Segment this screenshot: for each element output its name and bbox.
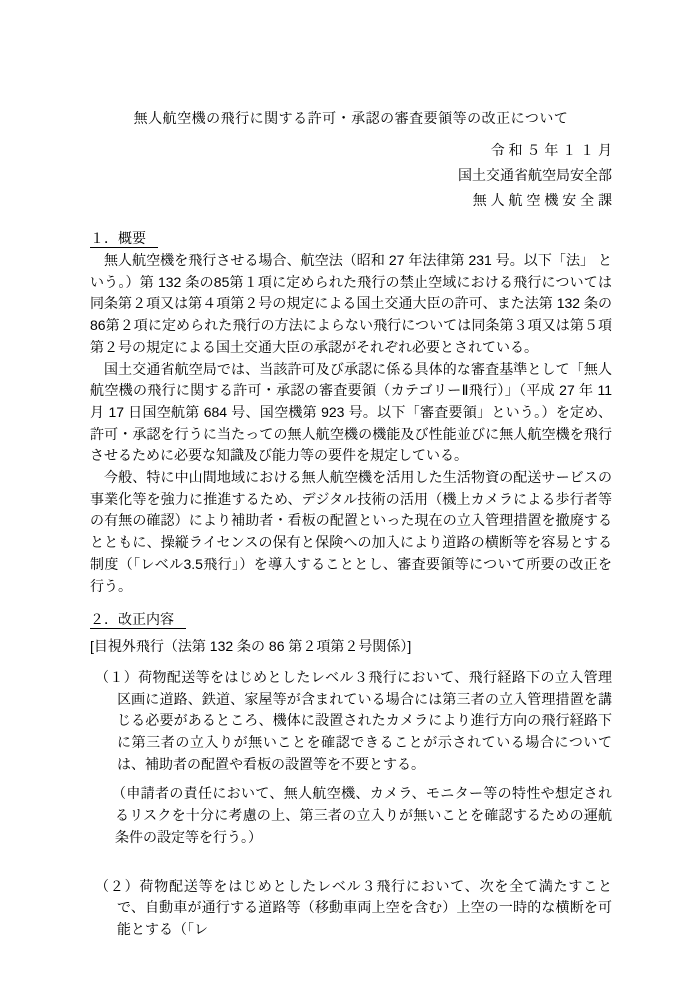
list-item-2 bbox=[95, 876, 613, 941]
list-item-2-text: 荷物配送等をはじめとしたレベル３飛行において、次を全て満たすことで、自動車が通行する道路等（移動車両上空を含む）上空の一時的な横断を可能とする（「レ bbox=[117, 877, 613, 937]
list-item-1-note: （申請者の責任において、無人航空機、カメラ、モニター等の特性や想定されるリスクを十分に考慮の上、第三者の立入りが無いことを確認するための運航条件の設定等を行う。） bbox=[112, 785, 612, 845]
section-2-heading: ２．改正内容 bbox=[90, 611, 186, 629]
byline-division: 無 人 航 空 機 安 全 課 bbox=[472, 192, 612, 208]
list-item-2-label: （２） bbox=[95, 877, 140, 894]
byline-organization: 国土交通省航空局安全部 bbox=[458, 167, 612, 183]
overview-paragraph-2: 国土交通省航空局では、当該許可及び承認に係る具体的な審査基準として「無人航空機の飛行に関する許可・承認の審査要領（カテゴリーⅡ飛行）」（平成 27 年 11 月 17 日国空航第 684 号、国空機第 923 号。以下「審査要領」という。）を定め、許可・承認を行うに当たっての無人航空機の機能及び性能並びに無人航空機を飛行させるために必要な知識及び能力等の要件を規定している。 bbox=[90, 360, 612, 464]
overview-paragraph-3: 今般、特に中山間地域における無人航空機を活用した生活物資の配送サービスの事業化等を強力に推進するため、デジタル技術の活用（機上カメラによる歩行者等の有無の確認）により補助者・看板の配置といった現在の立入管理措置を撤廃するとともに、操縦ライセンスの保有と保険への加入により道路の横断等を容易とする制度（「レベル3.5飛行」）を導入することとし、審査要領等について所要の改正を行う。 bbox=[90, 469, 612, 594]
list-item-1-label: （１） bbox=[95, 668, 139, 685]
page-title: 無人航空機の飛行に関する許可・承認の審査要領等の改正について bbox=[133, 110, 569, 126]
overview-paragraph-1: 無人航空機を飛行させる場合、航空法（昭和 27 年法律第 231 号。以下「法」 という。）第 132 条の85第１項に定められた飛行の禁止空域における飛行については同条第２項又は第４項第２号の規定による国土交通大臣の許可、また法第 132 条の86第２項に定められた飛行の方法によらない飛行については同条第３項又は第５項第２号の規定による国土交通大臣の承認がそれぞれ必要とされている。 bbox=[90, 252, 612, 355]
byline bbox=[90, 138, 612, 213]
byline-date: 令 和 ５ 年 １ １ 月 bbox=[490, 142, 612, 158]
bracket-subheading: [目視外飛行（法第 132 条の 86 第２項第２号関係）] bbox=[90, 638, 412, 655]
list-item-1-text: 荷物配送等をはじめとしたレベル３飛行において、飛行経路下の立入管理区画に道路、鉄道、家屋等が含まれている場合には第三者の立入管理措置を講じる必要があるところ、機体に設置されたカメラにより進行方向の飛行経路下に第三者の立入りが無いことを確認できることが示されている場合については、補助者の配置や看板の設置等を不要とする。 bbox=[117, 668, 613, 772]
list-item-1 bbox=[95, 667, 613, 776]
section-1-heading: １．概要 bbox=[90, 230, 158, 248]
section-2-heading-row bbox=[90, 608, 612, 630]
section-1-heading-row bbox=[90, 227, 612, 249]
